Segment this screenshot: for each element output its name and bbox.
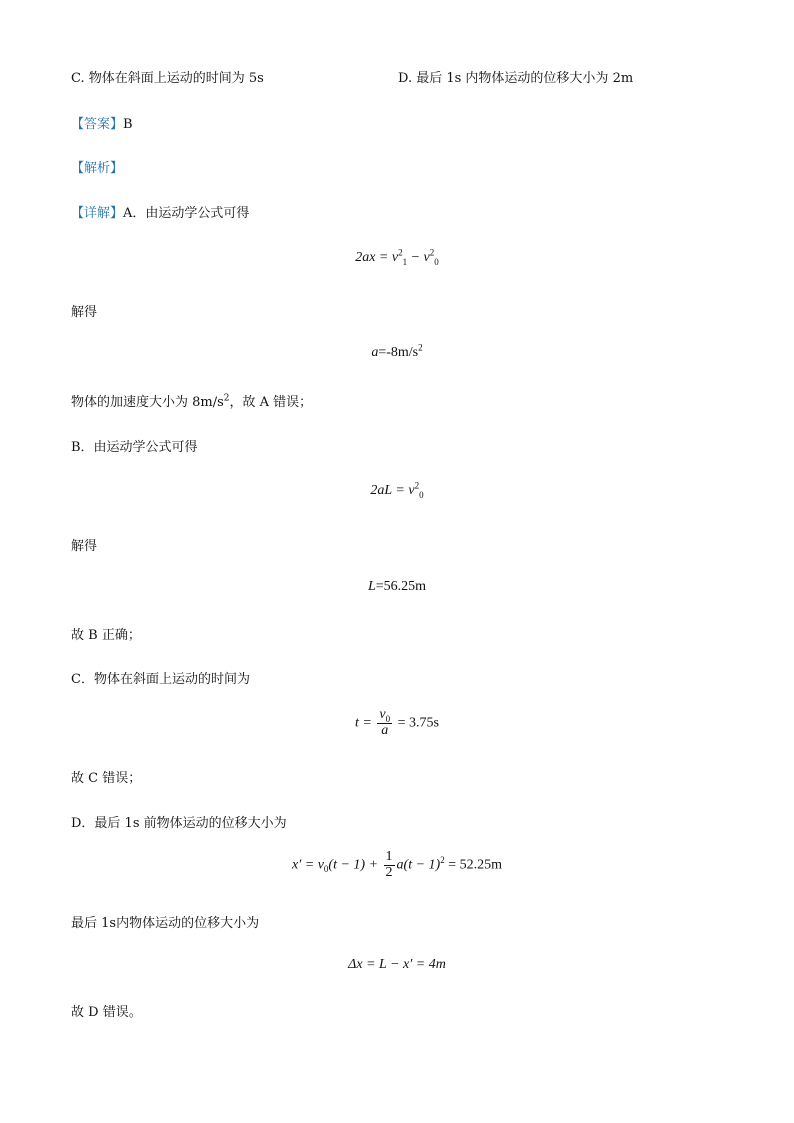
eq6-p4: = 52.25m — [444, 857, 502, 873]
eq4-var: L — [367, 579, 376, 594]
eq6-p1-sub: 0 — [323, 864, 329, 875]
c-conclusion: 故 C 错误； — [71, 771, 142, 786]
eq5-fraction — [377, 708, 392, 738]
eq5-lhs: t = — [355, 715, 372, 731]
eq3-sub: 0 — [419, 489, 424, 500]
eq5-rhs: = 3.75s — [397, 715, 439, 731]
eq1-sub0: 0 — [434, 256, 439, 267]
equation-6 — [0, 850, 794, 880]
answer-line — [71, 113, 133, 132]
b-intro: B．由运动学公式可得 — [71, 440, 198, 455]
equation-7: Δx = L − x′ = 4m — [348, 957, 446, 972]
solve-label-2: 解得 — [71, 539, 98, 554]
eq1-sup0: 2 — [429, 247, 435, 258]
eq5-num: v — [379, 707, 386, 722]
eq2-sup: 2 — [418, 342, 423, 353]
eq6-frac-num: 1 — [385, 849, 393, 864]
solve-label-1: 解得 — [71, 305, 98, 320]
b-conclusion: 故 B 正确； — [71, 628, 141, 643]
a-conclusion — [71, 391, 312, 410]
eq6-p2: (t − 1) + — [328, 857, 379, 873]
d-intro-2: 最后 1s内物体运动的位移大小为 — [71, 916, 260, 931]
eq6-p3-sup: 2 — [440, 854, 445, 865]
a-conclusion-tail: ，故 A 错误； — [229, 395, 313, 410]
equation-2 — [0, 342, 794, 361]
answer-value: B — [123, 117, 133, 132]
eq1-sup1: 2 — [398, 247, 403, 258]
eq6-frac-den: 2 — [385, 864, 393, 880]
eq6-p1: x′ = v — [291, 857, 324, 873]
c-intro: C．物体在斜面上运动的时间为 — [71, 672, 250, 687]
eq3-lhs: 2aL = v — [370, 483, 415, 498]
eq5-den: a — [381, 722, 389, 738]
equation-1 — [0, 247, 794, 267]
equation-5 — [0, 708, 794, 738]
equation-4 — [0, 579, 794, 595]
answer-tag: 【答案】 — [71, 117, 124, 132]
eq3-sup: 2 — [414, 480, 420, 491]
equation-3 — [0, 480, 794, 500]
analysis-tag: 【解析】 — [71, 161, 124, 176]
eq2-text: =-8m/s — [378, 345, 419, 360]
eq6-p3: a(t − 1) — [396, 857, 441, 873]
a-intro-text: A．由运动学公式可得 — [123, 206, 250, 221]
d-conclusion: 故 D 错误。 — [71, 1005, 142, 1020]
a-conclusion-sup: 2 — [223, 393, 230, 404]
eq6-fraction — [384, 850, 395, 880]
eq4-text: =56.25m — [375, 579, 427, 594]
a-conclusion-text: 物体的加速度大小为 8m/s — [71, 395, 224, 410]
eq5-num-sub: 0 — [385, 713, 391, 724]
eq1-sub1: 1 — [402, 256, 408, 267]
option-d: D. 最后 1s 内物体运动的位移大小为 2m — [398, 71, 634, 86]
eq2-var: a — [371, 345, 379, 360]
eq1-lhs: 2ax = v — [355, 250, 399, 265]
detail-tag: 【详解】 — [71, 206, 124, 221]
d-intro: D．最后 1s 前物体运动的位移大小为 — [71, 816, 287, 831]
eq1-mid: − v — [407, 250, 430, 265]
option-c: C. 物体在斜面上运动的时间为 5s — [71, 71, 264, 86]
detail-a-intro — [71, 202, 249, 221]
